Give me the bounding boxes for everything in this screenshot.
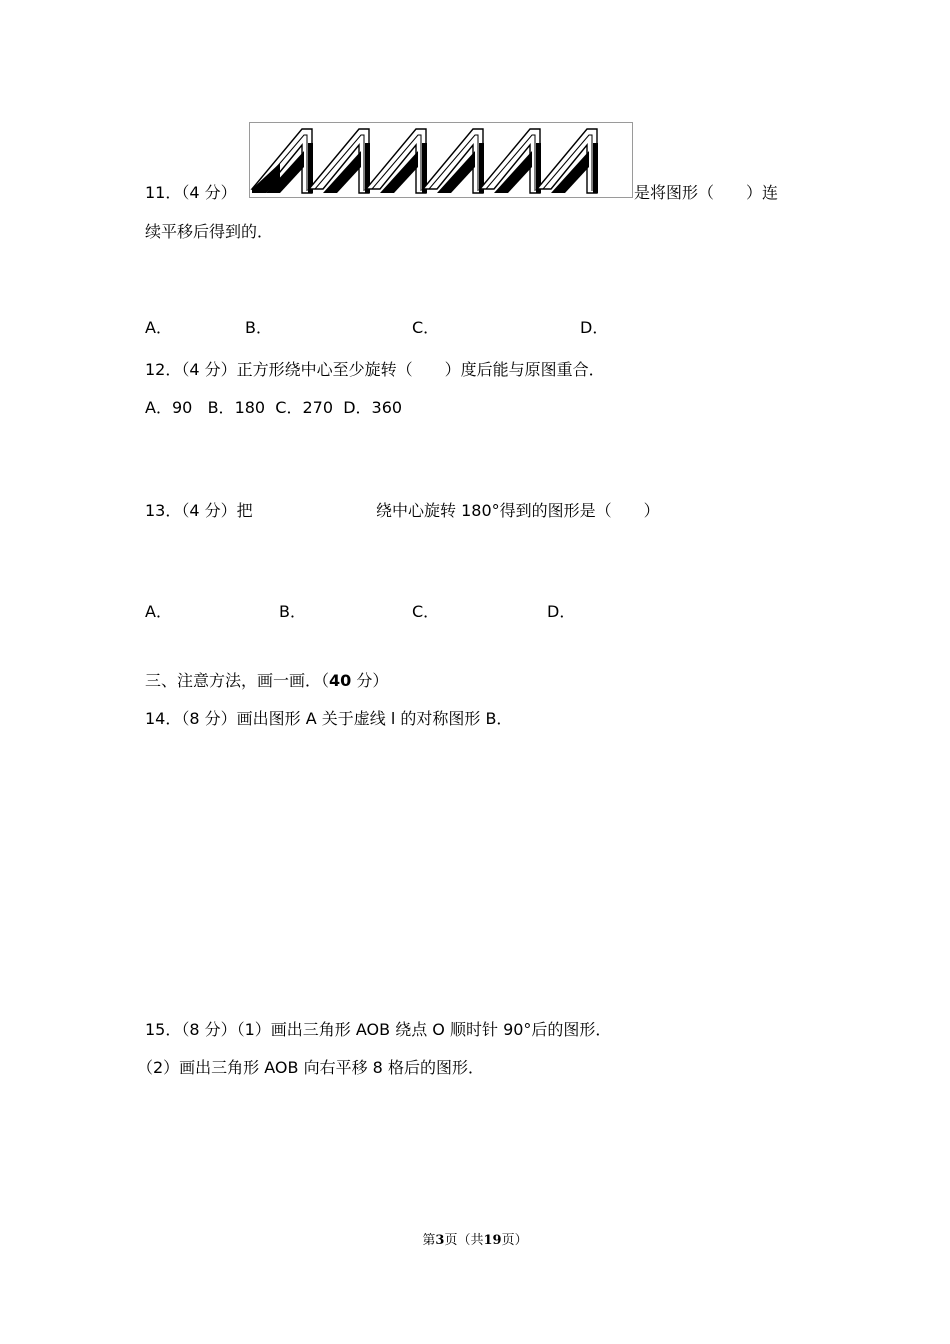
q11-prefix: 11．（4 分）: [145, 183, 237, 202]
q11-line2: 续平移后得到的．: [145, 222, 274, 241]
q12-option-d[interactable]: D．360: [343, 398, 403, 417]
q11-option-a[interactable]: A．: [145, 318, 172, 337]
q13-option-a[interactable]: A．: [145, 602, 172, 621]
q12-option-a[interactable]: A．90: [145, 398, 193, 417]
q11-stem: [145, 183, 237, 203]
q12-option-b[interactable]: B．180: [207, 398, 266, 417]
q11-option-c[interactable]: C．: [412, 318, 440, 337]
q12-options: [145, 398, 402, 418]
q11-suffix: 是将图形（ ）连: [634, 183, 779, 202]
q13-option-d[interactable]: D．: [547, 602, 576, 621]
zigzag-pattern-icon: [250, 123, 632, 197]
total-pages: 19: [483, 1233, 502, 1248]
q12-stem: 12．（4 分）正方形绕中心至少旋转（ ）度后能与原图重合．: [145, 360, 605, 379]
q14-stem: 14．（8 分）画出图形 A 关于虚线 l 的对称图形 B．: [145, 709, 513, 728]
q13-option-c[interactable]: C．: [412, 602, 440, 621]
q11-option-b[interactable]: B．: [245, 318, 272, 337]
q11-option-d[interactable]: D．: [580, 318, 609, 337]
q13-suffix: 绕中心旋转 180°得到的图形是（ ）: [376, 501, 660, 520]
q12-option-c[interactable]: C．270: [275, 398, 334, 417]
page-footer: 第3页（共19页）: [422, 1233, 528, 1248]
q13-prefix: 13．（4 分）把: [145, 501, 253, 520]
q15-line2: （2）画出三角形 AOB 向右平移 8 格后的图形．: [137, 1058, 484, 1077]
current-page: 3: [435, 1233, 445, 1248]
section3-heading: 三、注意方法，画一画．（40 分）: [145, 671, 389, 690]
q13-option-b[interactable]: B．: [279, 602, 306, 621]
section3-score: 40: [329, 671, 352, 690]
q15-line1: 15．（8 分）（1）画出三角形 AOB 绕点 O 顺时针 90°后的图形．: [145, 1020, 612, 1039]
q11-figure: [249, 122, 633, 198]
